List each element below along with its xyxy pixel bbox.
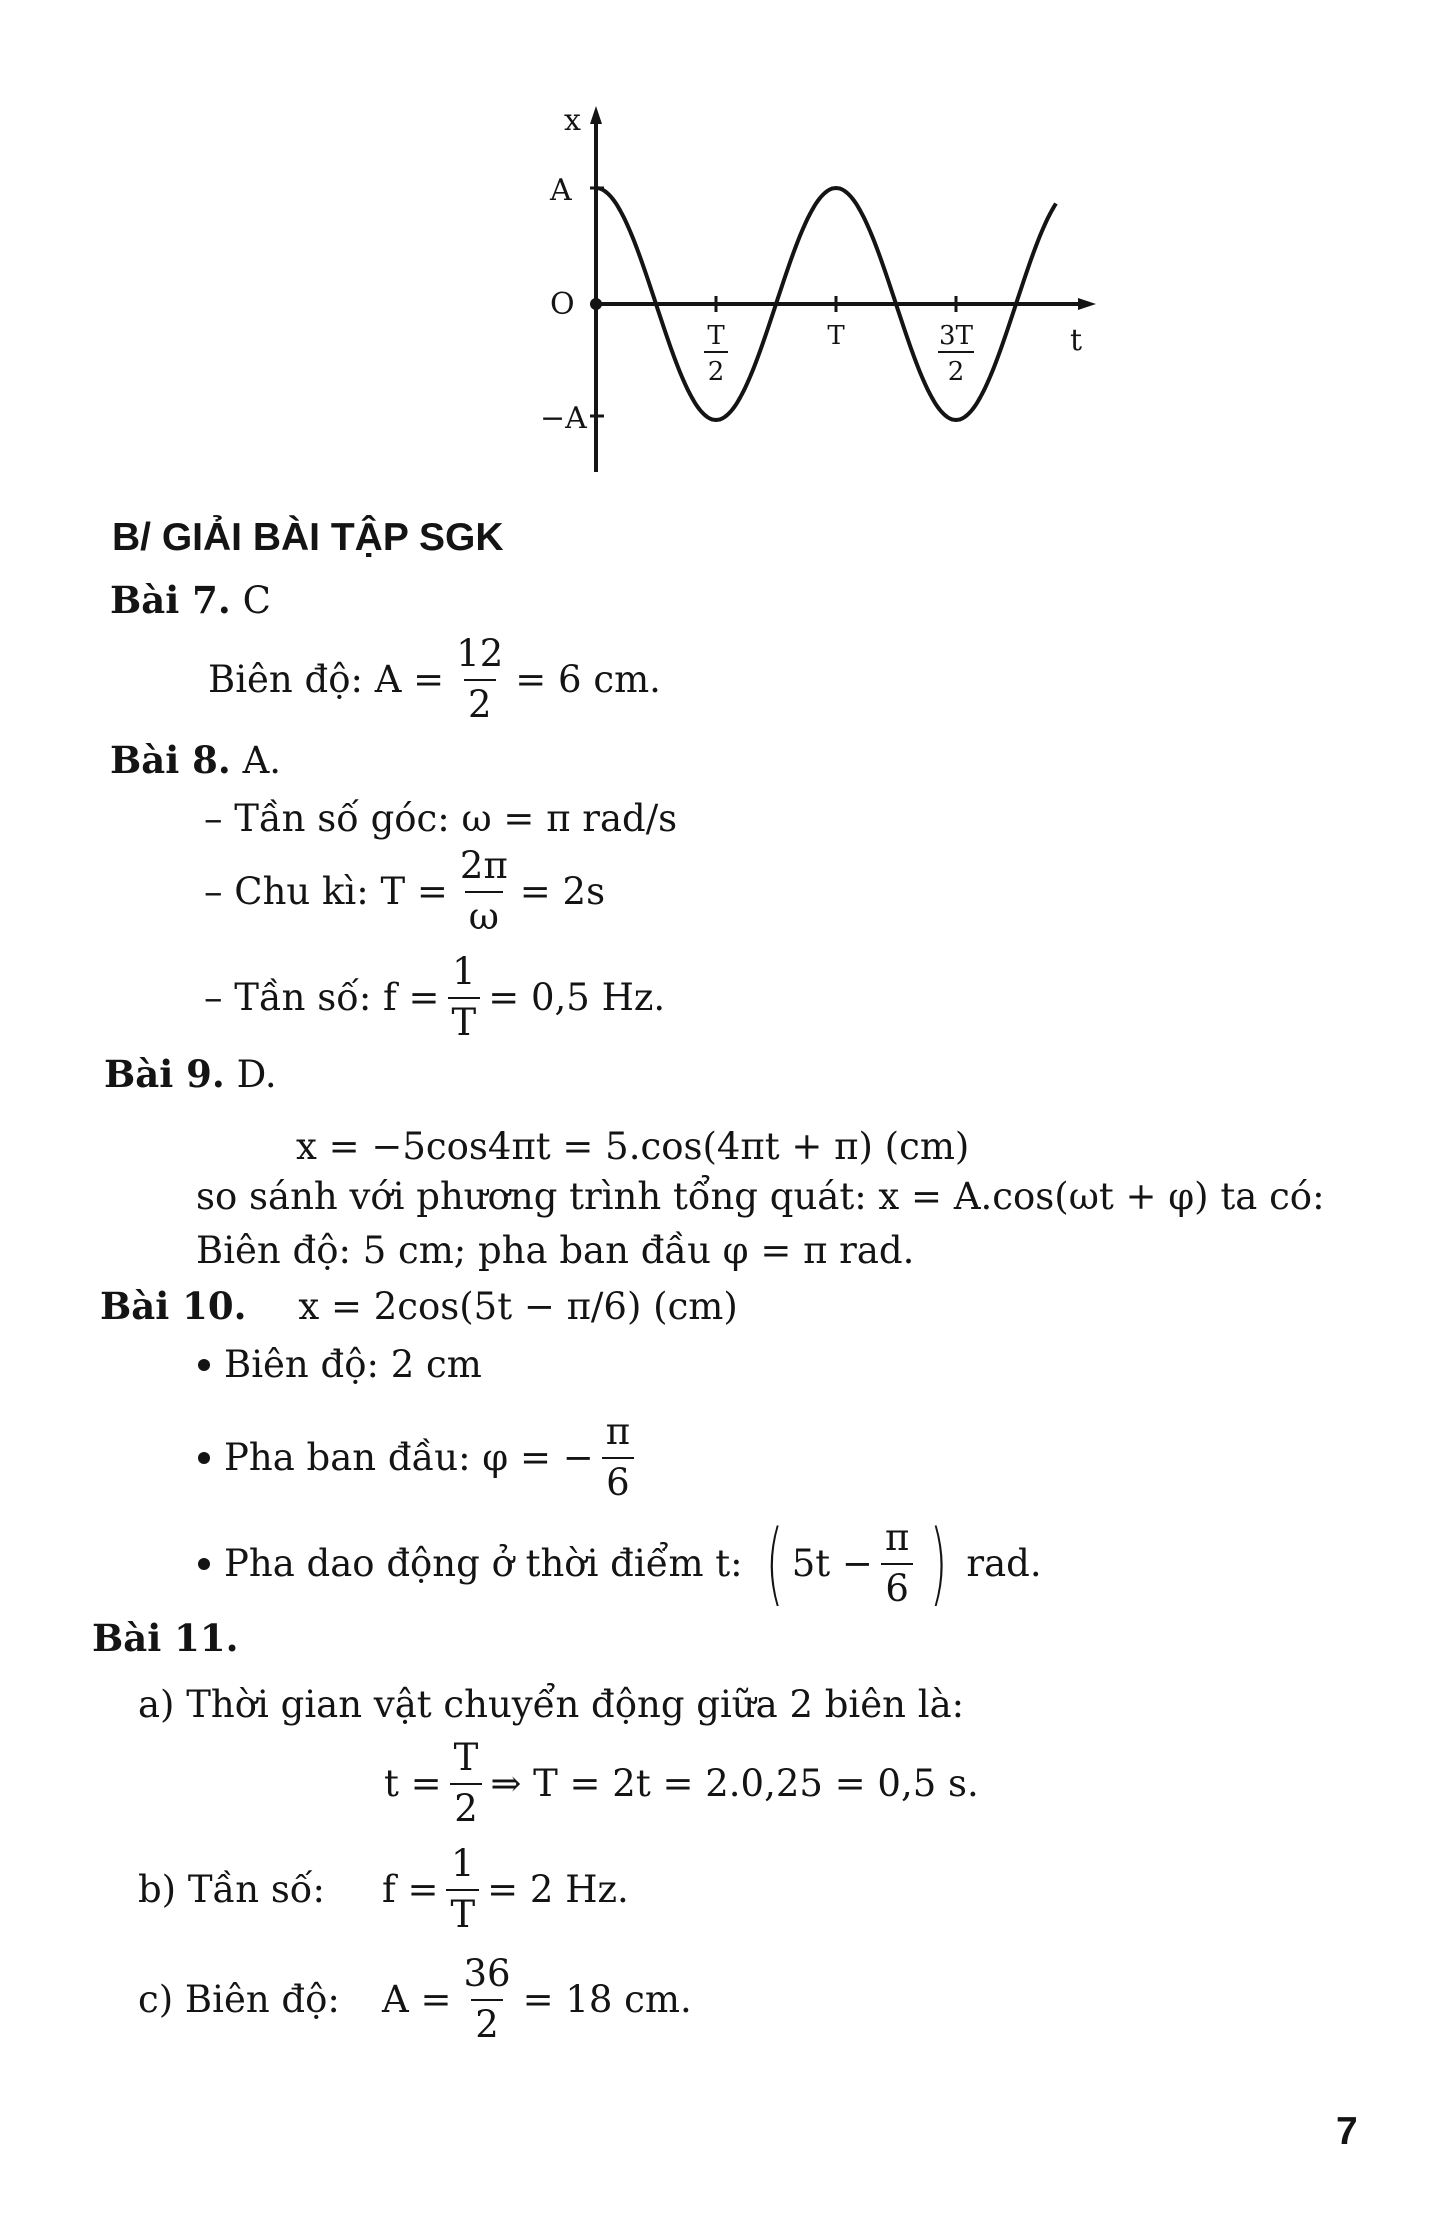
bai7-answer: C [242, 579, 271, 622]
bai9-header [104, 1052, 277, 1096]
bai11-a-equation [384, 1738, 979, 1829]
bai10-bullet3-num: π [884, 1516, 910, 1559]
bai9-line2: so sánh với phương trình tổng quát: x = A.cos(ωt + φ) ta có: [196, 1175, 1325, 1218]
bai8-line3-num: 1 [452, 950, 476, 993]
bai7-line-suffix: = 6 cm. [515, 658, 661, 702]
y-tick-label-minus-A: −A [540, 401, 587, 436]
x-axis-label: t [1070, 323, 1083, 358]
bai10-bullet2 [198, 1412, 642, 1503]
bai8-line2-fraction [456, 846, 512, 937]
page-number: 7 [1336, 2110, 1358, 2153]
bai11-c-den: 2 [471, 1999, 503, 2046]
bai9-title: Bài 9. [104, 1052, 225, 1096]
bai11-c-num: 36 [463, 1952, 511, 1995]
bai11-b-label: b) Tần số: [138, 1868, 325, 1912]
bai8-line3 [204, 952, 665, 1043]
oscillation-graph [540, 100, 1100, 480]
bai10-bullet3-inner: 5t − [791, 1542, 873, 1586]
bai7-fraction [452, 634, 507, 725]
bullet-icon [198, 1558, 210, 1570]
bai10-header [100, 1284, 738, 1328]
y-axis-label: x [564, 103, 581, 138]
bai10-bullet2-num: π [605, 1410, 631, 1453]
bai8-line1: – Tần số góc: ω = π rad/s [204, 797, 678, 840]
bai10-title: Bài 10. [100, 1284, 247, 1328]
bai7-den: 2 [464, 679, 496, 726]
bai8-line3-prefix: – Tần số: f = [204, 976, 440, 1020]
bai10-equation: x = 2cos(5t − π/6) (cm) [298, 1285, 738, 1328]
bai8-line3-fraction [448, 952, 481, 1043]
bai8-line2-prefix: – Chu kì: T = [204, 870, 448, 914]
bai11-b-fraction [446, 1844, 479, 1935]
bai11-b-suffix: = 2 Hz. [487, 1868, 629, 1912]
bai7-title: Bài 7. [110, 578, 231, 622]
bai8-answer: A. [242, 739, 282, 782]
bai7-amplitude-line [208, 634, 661, 725]
bai10-bullet1-text: Biên độ: 2 cm [224, 1343, 482, 1386]
x-tick-label-T: T [827, 321, 845, 351]
x-tick-label-3T-half-den: 2 [947, 357, 965, 387]
bai11-c-prefix: A = [382, 1978, 452, 2022]
bai11-a-num: T [453, 1736, 479, 1779]
bai10-bullet3-fraction [881, 1518, 913, 1609]
bai11-b-prefix: f = [382, 1868, 439, 1912]
bai8-line2-num: 2π [459, 844, 508, 887]
bai11-a-den: 2 [450, 1783, 482, 1830]
x-tick-label-T-half-num: T [707, 321, 725, 351]
bai11-a-line: a) Thời gian vật chuyển động giữa 2 biên là: [138, 1683, 965, 1726]
bullet-icon [198, 1452, 210, 1464]
bai11-a-suffix: ⇒ T = 2t = 2.0,25 = 0,5 s. [490, 1762, 979, 1806]
bai8-line2-den: ω [465, 891, 503, 938]
bai8-line2-suffix: = 2s [519, 870, 606, 914]
bai11-c-label: c) Biên độ: [138, 1978, 340, 2022]
bai11-c-fraction [459, 1954, 514, 2045]
y-tick-label-A: A [550, 173, 572, 208]
bai11-c-line [138, 1954, 692, 2045]
bai11-c-suffix: = 18 cm. [522, 1978, 692, 2022]
bai11-a-fraction [450, 1738, 483, 1829]
bai8-title: Bài 8. [110, 738, 231, 782]
bai8-line2 [204, 846, 605, 937]
bai10-bullet3-den: 6 [881, 1563, 913, 1610]
bai7-header [110, 578, 271, 622]
bai10-bullet2-prefix: Pha ban đầu: φ = − [224, 1436, 594, 1480]
bai7-line-prefix: Biên độ: A = [208, 658, 445, 702]
right-paren-icon: ) [930, 1510, 948, 1616]
bullet-icon [198, 1359, 210, 1371]
bai10-bullet2-fraction [602, 1412, 634, 1503]
bai9-line1: x = −5cos4πt = 5.cos(4πt + π) (cm) [296, 1125, 970, 1168]
bai10-bullet1 [198, 1343, 482, 1386]
bai11-b-num: 1 [451, 1842, 475, 1885]
bai10-bullet3-prefix: Pha dao động ở thời điểm t: [224, 1542, 743, 1586]
section-title: B/ GIẢI BÀI TẬP SGK [112, 516, 504, 559]
origin-dot [590, 298, 602, 310]
bai11-title: Bài 11. [92, 1616, 239, 1660]
y-axis-arrow [590, 106, 602, 124]
bai11-b-den: T [446, 1889, 479, 1936]
bai11-a-prefix: t = [384, 1762, 442, 1806]
left-paren-icon: ( [765, 1510, 783, 1616]
bai10-bullet3-suffix: rad. [966, 1542, 1042, 1586]
bai9-answer: D. [236, 1053, 277, 1096]
y-tick-label-O: O [550, 287, 575, 322]
bai10-bullet3 [198, 1510, 1042, 1616]
x-tick-label-3T-half-num: 3T [939, 321, 973, 351]
bai11-b-line [138, 1844, 629, 1935]
bai8-header [110, 738, 282, 782]
bai8-line3-suffix: = 0,5 Hz. [488, 976, 666, 1020]
bai9-line3: Biên độ: 5 cm; pha ban đầu φ = π rad. [196, 1229, 915, 1272]
bai7-num: 12 [456, 632, 504, 675]
bai10-bullet2-den: 6 [602, 1457, 634, 1504]
x-axis-arrow [1078, 298, 1096, 310]
bai8-line3-den: T [448, 997, 481, 1044]
x-tick-label-T-half-den: 2 [707, 357, 725, 387]
